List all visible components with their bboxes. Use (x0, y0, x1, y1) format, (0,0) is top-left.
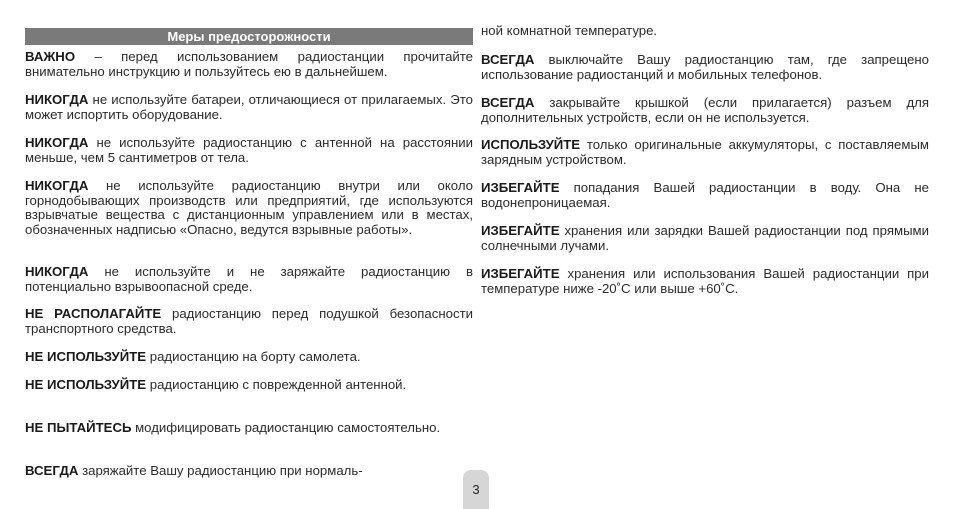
paragraph-text: хранения или использования Вашей радиостанции при температуре ниже -20˚С или выше +60˚С. (481, 266, 929, 296)
keyword: НИКОГДА (25, 135, 89, 150)
keyword: НЕ ИСПОЛЬЗУЙТЕ (25, 377, 147, 392)
keyword: НЕ ПЫТАЙТЕСЬ (25, 420, 132, 435)
paragraph (481, 138, 929, 167)
keyword: НИКОГДА (25, 264, 89, 279)
paragraph-text: не используйте радиостанцию внутри или около горнодобывающих производств или предприятий, где используются взрывчатые вещества с дистанционным управлением или в местах, обозначенных надписью «Опасно, ведутся взрывные работы». (25, 178, 473, 237)
paragraph (481, 181, 929, 210)
paragraph-text: не используйте батареи, отличающиеся от прилагаемых. Это может испортить оборудование. (25, 92, 473, 122)
paragraph-text: только оригинальные аккумуляторы, с поставляемым зарядным устройством. (481, 137, 929, 167)
keyword: ИСПОЛЬЗУЙТЕ (481, 137, 581, 152)
page-number: 3 (463, 470, 489, 509)
paragraph (481, 24, 929, 39)
keyword: ВСЕГДА (481, 95, 535, 110)
paragraph (25, 378, 473, 393)
paragraph (25, 464, 473, 479)
paragraph-text: радиостанцию на борту самолета. (146, 349, 361, 364)
paragraph-text: радиостанцию перед подушкой безопасности транспортного средства. (25, 306, 473, 336)
paragraph-text: радиостанцию с поврежденной антенной. (146, 377, 407, 392)
keyword: ВСЕГДА (481, 52, 535, 67)
paragraph (25, 50, 473, 79)
paragraph-text: модифицировать радиостанцию самостоятельно. (131, 420, 441, 435)
paragraph-text: – перед использованием радиостанции прочитайте внимательно инструкцию и пользуйтесь ею в дальнейшем. (25, 49, 473, 79)
paragraph (481, 53, 929, 82)
paragraph (25, 93, 473, 122)
paragraph (25, 136, 473, 165)
keyword: НЕ ИСПОЛЬЗУЙТЕ (25, 349, 147, 364)
keyword: ВСЕГДА (25, 463, 79, 478)
paragraph (481, 267, 929, 296)
keyword: ИЗБЕГАЙТЕ (481, 266, 560, 281)
paragraph (25, 421, 473, 436)
paragraph (25, 265, 473, 294)
keyword: НЕ РАСПОЛАГАЙТЕ (25, 306, 162, 321)
paragraph (25, 350, 473, 365)
paragraph-text: ной комнатной температуре. (481, 23, 658, 38)
keyword: НИКОГДА (25, 92, 89, 107)
paragraph (481, 96, 929, 125)
paragraph-text: выключайте Вашу радиостанцию там, где запрещено использование радиостанций и мобильных телефонов. (481, 52, 929, 82)
paragraph-text: закрывайте крышкой (если прилагается) разъем для дополнительных устройств, если он не используется. (481, 95, 929, 125)
paragraph-text: заряжайте Вашу радиостанцию при нормаль- (78, 463, 363, 478)
paragraph-text: хранения или зарядки Вашей радиостанции под прямыми солнечными лучами. (481, 223, 929, 253)
paragraph (25, 179, 473, 237)
keyword: ИЗБЕГАЙТЕ (481, 223, 560, 238)
keyword: НИКОГДА (25, 178, 89, 193)
keyword: ИЗБЕГАЙТЕ (481, 180, 560, 195)
paragraph-text: попадания Вашей радиостанции в воду. Она не водонепроницаемая. (481, 180, 929, 210)
section-title: Меры предосторожности (25, 28, 473, 45)
paragraph-text: не используйте радиостанцию с антенной на расстоянии меньше, чем 5 сантиметров от тела. (25, 135, 473, 165)
paragraph (481, 224, 929, 253)
paragraph (25, 307, 473, 336)
paragraph-text: не используйте и не заряжайте радиостанцию в потенциально взрывоопасной среде. (25, 264, 473, 294)
keyword: ВАЖНО (25, 49, 76, 64)
